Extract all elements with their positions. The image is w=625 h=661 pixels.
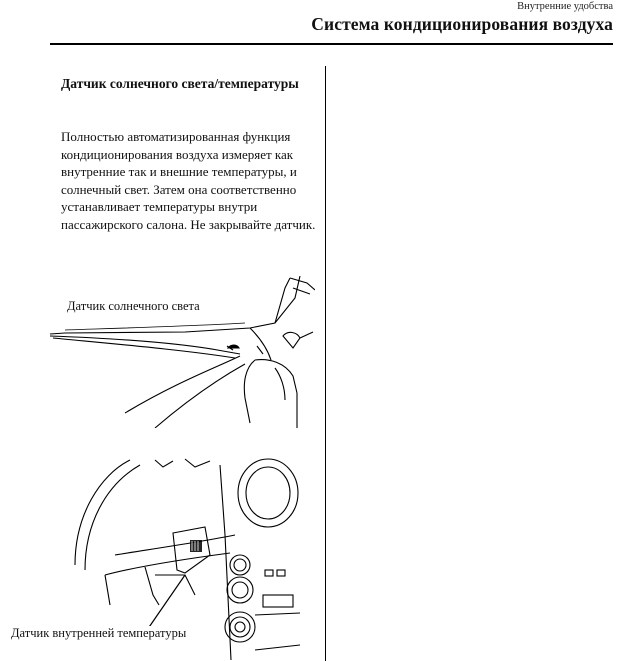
column-divider bbox=[325, 66, 326, 661]
section-heading: Датчик солнечного света/температуры bbox=[61, 76, 299, 91]
interior-temp-sensor-callout: Датчик внутренней температуры bbox=[11, 626, 187, 640]
sun-sensor-illustration bbox=[45, 268, 315, 428]
sun-sensor-callout: Датчик солнечного света bbox=[67, 299, 200, 313]
header-rule bbox=[50, 43, 613, 45]
page-title: Система кондиционирования воздуха bbox=[311, 14, 613, 34]
section-body-text: Полностью автоматизированная функция кондиционирования воздуха измеряет как внутренние так и внешние температуры, и солнечный свет. Затем она соответственно устанавливает температуры внутри пассажирского салона. Не закрывайте датчик. bbox=[61, 129, 316, 232]
chapter-label: Внутренние удобства bbox=[517, 1, 613, 12]
